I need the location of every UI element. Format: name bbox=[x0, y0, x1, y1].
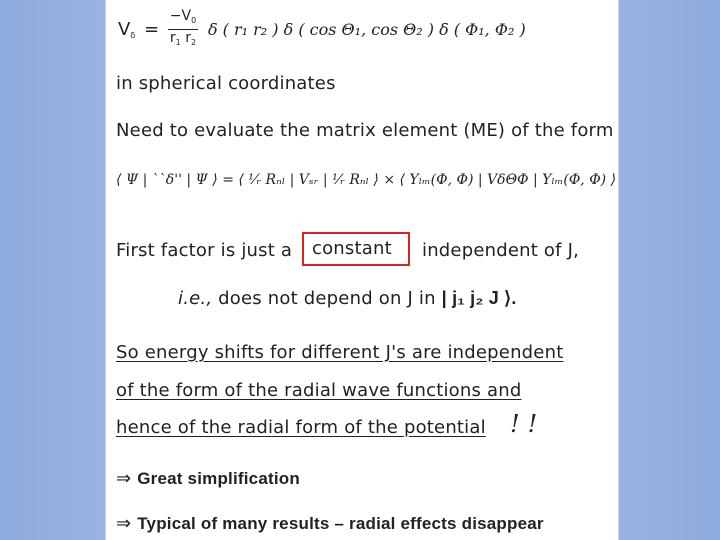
conclusion-line-1: So energy shifts for different J's are independent bbox=[116, 342, 564, 363]
eq1-lhs: $V_\delta$ bbox=[118, 18, 136, 40]
conclusion-line-3: hence of the radial form of the potential bbox=[116, 417, 486, 438]
matrix-element-text: Need to evaluate the matrix element (ME) of the form bbox=[116, 120, 614, 141]
implies-arrow-icon: ⇒ bbox=[116, 513, 132, 534]
bullet-great-simplification: ⇒ Great simplification bbox=[116, 468, 300, 489]
ie-line: i.e., does not depend on J in | j₁ j₂ J ⟩. bbox=[178, 288, 517, 309]
bullet-radial-effects: ⇒ Typical of many results – radial effects disappear bbox=[116, 513, 544, 534]
independent-of-j-text: independent of J, bbox=[422, 240, 580, 261]
ket-j1-j2-j: | j₁ j₂ J ⟩. bbox=[441, 288, 517, 308]
eq1-equals: = bbox=[143, 18, 160, 40]
spherical-coordinates-text: in spherical coordinates bbox=[116, 73, 336, 94]
delta-potential-equation bbox=[118, 8, 526, 51]
conclusion-line-2: of the form of the radial wave functions and bbox=[116, 380, 522, 401]
eq1-fraction: $\frac{-V_0}{r_1 r_2}$ bbox=[169, 8, 197, 47]
slide-panel bbox=[105, 0, 619, 540]
first-factor-text: First factor is just a bbox=[116, 240, 293, 261]
constant-word: constant bbox=[312, 238, 392, 259]
implies-arrow-icon: ⇒ bbox=[116, 468, 132, 489]
matrix-element-equation: ⟨ Ψ | ``δ'' | Ψ ⟩ = ⟨ ¹⁄ᵣ Rₙₗ | Vₛᵣ | ¹⁄ᵣ Rₙₗ ⟩ × ⟨ Yₗₘ(Φ, Φ) | VδΘΦ | Yₗₘ(Φ, Φ) ⟩ bbox=[116, 172, 617, 188]
exclamation-marks: ! ! bbox=[510, 410, 538, 438]
eq1-delta-terms: δ ( r₁ r₂ ) δ ( cos Θ₁, cos Θ₂ ) δ ( Φ₁, Φ₂ ) bbox=[207, 19, 526, 39]
